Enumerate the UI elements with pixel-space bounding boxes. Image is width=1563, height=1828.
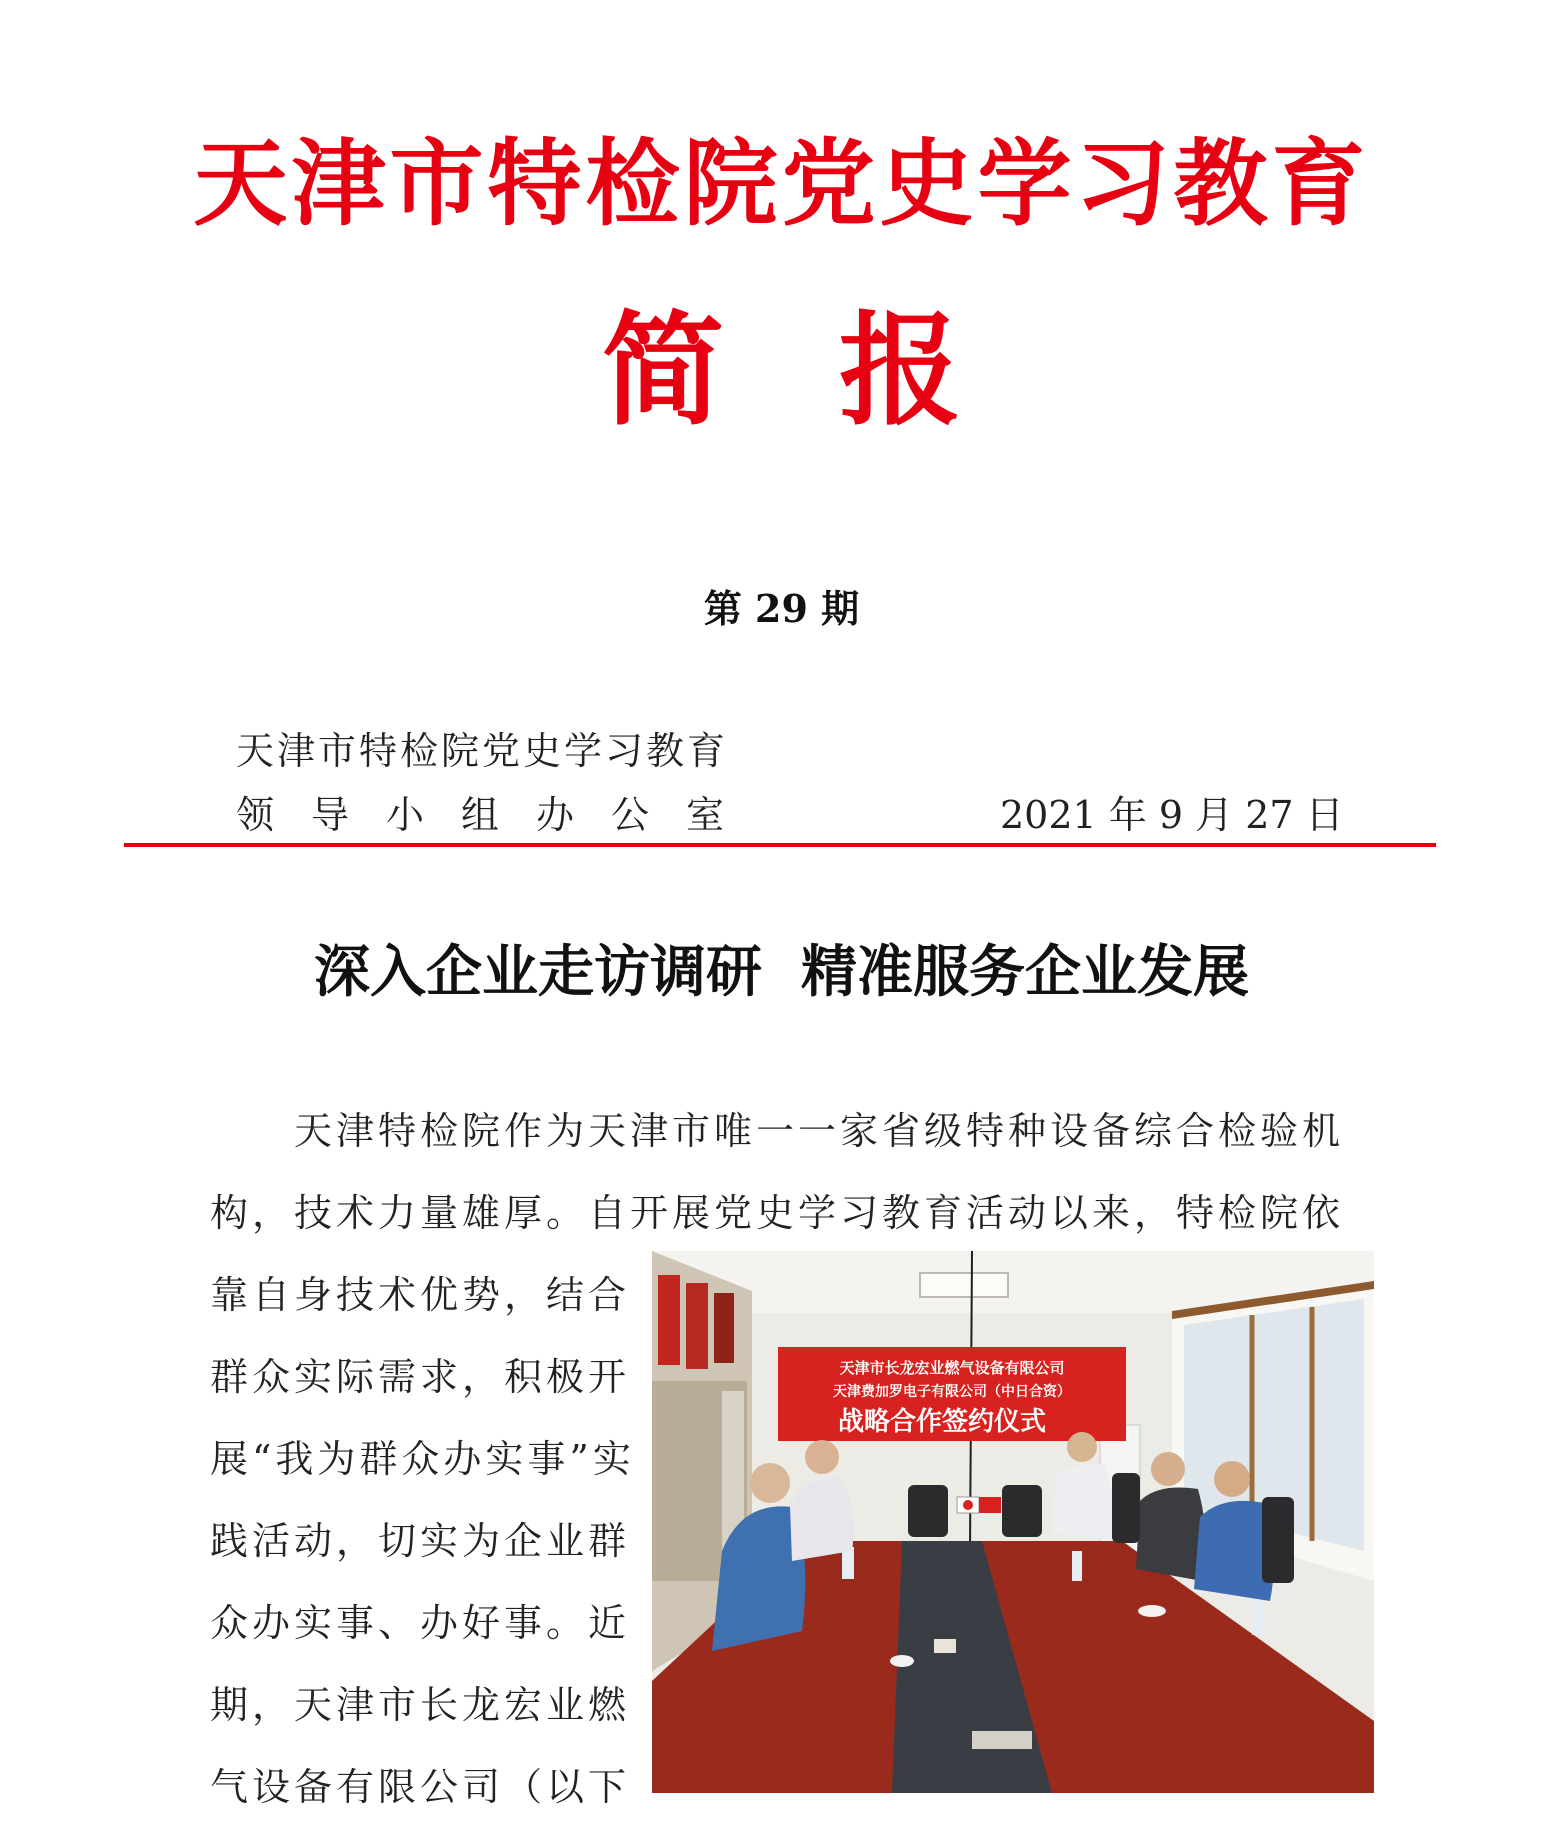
chair xyxy=(908,1485,948,1537)
issuer-line-1: 天津市特检院党史学习教育 xyxy=(236,729,729,773)
body-line: 构，技术力量雄厚。自开展党史学习教育活动以来，特检院依 xyxy=(210,1191,1345,1235)
banner-line-1: 天津市长龙宏业燃气设备有限公司 xyxy=(839,1359,1065,1377)
chair xyxy=(1002,1485,1042,1537)
issue-date: 2021 年 9 月 27 日 xyxy=(1000,793,1344,837)
body-line: 展“我为群众办实事”实 xyxy=(210,1437,635,1481)
meeting-photo-illustration xyxy=(652,1251,1374,1793)
issuer-line-2: 领导小组办公室 xyxy=(236,793,762,837)
person-head xyxy=(1151,1452,1185,1486)
person-head xyxy=(805,1440,839,1474)
china-flag xyxy=(979,1497,1001,1513)
pennant xyxy=(658,1275,680,1365)
masthead-subtitle-char-2: 报 xyxy=(839,300,961,442)
banner-line-2: 天津费加罗电子有限公司（中日合资） xyxy=(833,1384,1071,1400)
ashtray xyxy=(1138,1605,1166,1617)
person-body xyxy=(1052,1464,1114,1541)
body-line: 天津特检院作为天津市唯一一家省级特种设备综合检验机 xyxy=(294,1109,1345,1153)
chair xyxy=(1262,1497,1294,1583)
pennant xyxy=(686,1283,708,1369)
meeting-photo xyxy=(652,1251,1374,1793)
body-line: 践活动，切实为企业群 xyxy=(210,1519,631,1563)
body-line: 气设备有限公司（以下 xyxy=(210,1765,631,1809)
red-divider xyxy=(124,843,1436,847)
masthead-subtitle xyxy=(0,300,1563,442)
issue-number: 第 29 期 xyxy=(703,586,860,631)
person-head xyxy=(750,1463,790,1503)
person-head xyxy=(1214,1461,1250,1497)
tissue-box xyxy=(934,1639,956,1653)
chair xyxy=(1112,1473,1140,1543)
article-headline: 深入企业走访调研 精准服务企业发展 xyxy=(314,939,1249,1005)
body-line: 群众实际需求，积极开 xyxy=(210,1355,631,1399)
person-body xyxy=(1136,1488,1206,1582)
water-bottle xyxy=(1252,1601,1264,1635)
body-line: 众办实事、办好事。近 xyxy=(210,1601,631,1645)
person-head xyxy=(1067,1432,1097,1462)
masthead-title: 天津市特检院党史学习教育 xyxy=(193,130,1370,239)
water-bottle xyxy=(1072,1551,1082,1581)
japan-flag-sun xyxy=(963,1500,973,1510)
body-line: 期，天津市长龙宏业燃 xyxy=(210,1683,631,1727)
person-body xyxy=(1194,1501,1274,1601)
body-line: 靠自身技术优势，结合 xyxy=(210,1273,631,1317)
ceiling-light xyxy=(920,1273,1008,1297)
ashtray xyxy=(890,1655,914,1667)
masthead-subtitle-char-1: 简 xyxy=(602,300,724,442)
pennant xyxy=(714,1293,734,1363)
banner-line-3: 战略合作签约仪式 xyxy=(837,1407,1047,1437)
document-folder xyxy=(972,1731,1032,1749)
